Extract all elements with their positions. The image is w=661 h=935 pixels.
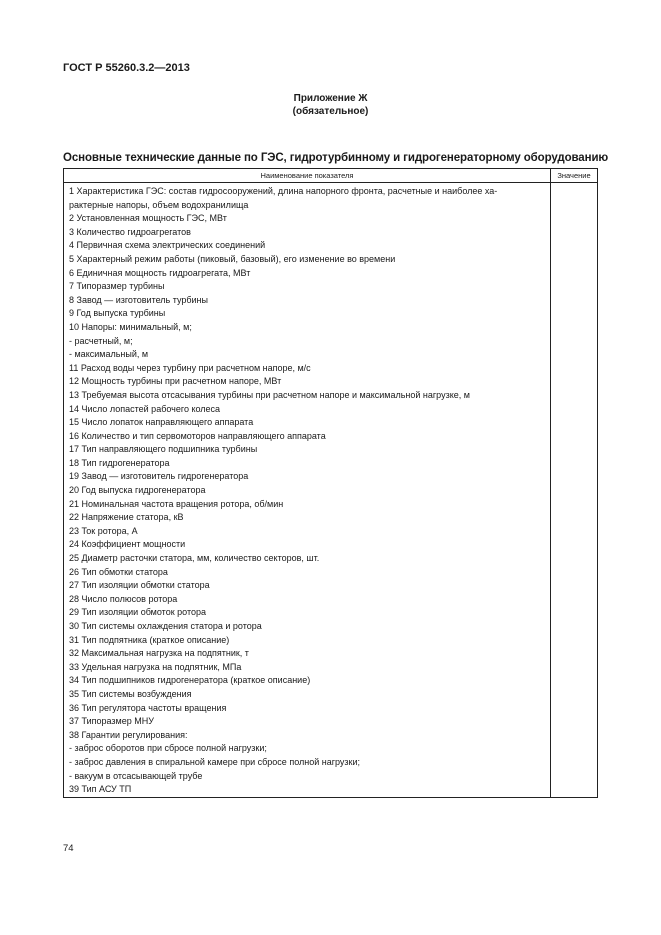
values-cell (551, 183, 598, 798)
table-row: 25 Диаметр расточки статора, мм, количество секторов, шт. (69, 553, 320, 564)
table-row: 4 Первичная схема электрических соединений (69, 240, 266, 251)
table-row: 5 Характерный режим работы (пиковый, базовый), его изменение во времени (69, 253, 396, 264)
annex-heading (0, 92, 661, 118)
table-header-row (64, 169, 598, 183)
table-row: 11 Расход воды через турбину при расчетном напоре, м/с (69, 362, 311, 373)
column-header-value: Значение (551, 169, 598, 183)
annex-title: Приложение Ж (293, 93, 368, 104)
table-row: 27 Тип изоляции обмотки статора (69, 580, 210, 591)
column-header-name: Наименование показателя (64, 169, 551, 183)
table-row: - максимальный, м (69, 349, 149, 360)
table-row: 28 Число полюсов ротора (69, 593, 178, 604)
table-title: Основные технические данные по ГЭС, гидротурбинному и гидрогенераторному оборудованию (63, 152, 609, 164)
table-row: - вакуум в отсасывающей трубе (69, 770, 203, 781)
table-row: 30 Тип системы охлаждения статора и ротора (69, 621, 262, 631)
table-row: 19 Завод — изготовитель гидрогенератора (69, 471, 249, 482)
standard-number: ГОСТ Р 55260.3.2—2013 (63, 62, 190, 74)
table-row: 32 Максимальная нагрузка на подпятник, т (69, 648, 249, 659)
table-row: 14 Число лопастей рабочего колеса (69, 403, 221, 414)
table-row: рактерные напоры, объем водохранилища (69, 199, 249, 210)
table-row: 1 Характеристика ГЭС: состав гидросооружений, длина напорного фронта, расчетные и наиболее ха- (69, 186, 498, 196)
table-row: 18 Тип гидрогенератора (69, 457, 170, 468)
page-number: 74 (63, 843, 74, 854)
table-row: 21 Номинальная частота вращения ротора, об/мин (69, 498, 284, 509)
table-row: 22 Напряжение статора, кВ (69, 512, 184, 523)
table-row: 20 Год выпуска гидрогенератора (69, 485, 206, 496)
parameter-names-cell (64, 183, 551, 798)
table-row: 39 Тип АСУ ТП (69, 784, 132, 795)
table-row: 2 Установленная мощность ГЭС, МВт (69, 213, 227, 224)
table-row: 24 Коэффициент мощности (69, 539, 186, 550)
table-row: 16 Количество и тип сервомоторов направляющего аппарата (69, 430, 326, 441)
table-row: 23 Ток ротора, А (69, 525, 138, 536)
table-row: 10 Напоры: минимальный, м; (69, 321, 192, 332)
table-row: 31 Тип подпятника (краткое описание) (69, 634, 230, 645)
table-row: 35 Тип системы возбуждения (69, 688, 192, 699)
table-row: 34 Тип подшипников гидрогенератора (краткое описание) (69, 675, 311, 686)
table-row: 7 Типоразмер турбины (69, 281, 165, 292)
table-body-row (64, 183, 598, 798)
table-row: 29 Тип изоляции обмоток ротора (69, 607, 206, 618)
table-row: - заброс оборотов при сбросе полной нагрузки; (69, 743, 267, 754)
table-row: 33 Удельная нагрузка на подпятник, МПа (69, 661, 242, 672)
table-row: 9 Год выпуска турбины (69, 308, 166, 319)
table-row: 38 Гарантии регулирования: (69, 729, 188, 740)
table-row: 6 Единичная мощность гидроагрегата, МВт (69, 267, 251, 278)
data-table (63, 168, 598, 798)
table-row: 17 Тип направляющего подшипника турбины (69, 444, 258, 455)
table-row: 37 Типоразмер МНУ (69, 716, 154, 727)
table-row: - заброс давления в спиральной камере при сбросе полной нагрузки; (69, 756, 361, 767)
table-row: 15 Число лопаток направляющего аппарата (69, 417, 254, 428)
table-row: - расчетный, м; (69, 335, 133, 346)
table-row: 36 Тип регулятора частоты вращения (69, 702, 227, 713)
table-row: 3 Количество гидроагрегатов (69, 226, 191, 237)
table-row: 26 Тип обмотки статора (69, 566, 168, 577)
table-row: 8 Завод — изготовитель турбины (69, 294, 208, 305)
table-row: 12 Мощность турбины при расчетном напоре, МВт (69, 376, 282, 387)
annex-status: (обязательное) (292, 106, 369, 117)
table-row: 13 Требуемая высота отсасывания турбины при расчетном напоре и максимальной нагрузке, м (69, 389, 470, 400)
